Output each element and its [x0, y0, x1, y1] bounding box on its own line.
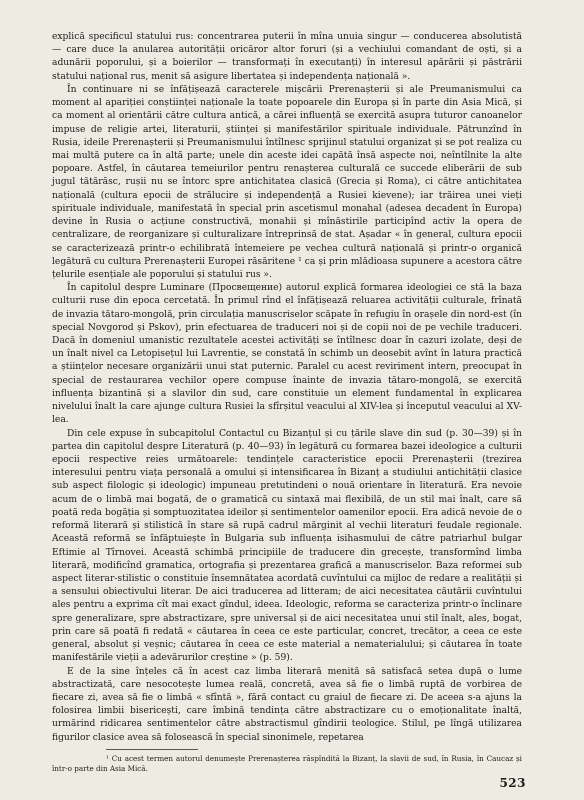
footnote: ¹ Cu acest termen autorul denumește Prerenașterea răspîndită la Bizanț, la slavii de sud, în Rusia, în Caucaz și într-o parte din Asia Mică.: [52, 754, 522, 773]
paragraph: E de la sine înțeles că în acest caz limba literară menită să satisfacă setea după o lume abstractizată, care nesocotește lumea reală, concretă, avea să fie o limbă ruptă de vorbirea de fiecare zi, avea să fie o limbă « sfîntă », fără contact cu graiul de fiecare zi. De aceea s-a ajuns la folosirea limbii bisericești, care îmbină tendința către abstractizare cu o emoționalitate înaltă, urmărind ridicarea sentimentelor către abstractismul gîndirii teologice. Stilul, pe lîngă utilizarea figurilor clasice avea să folosească în special sinonimele, repetarea: [52, 666, 522, 743]
page-number: 523: [499, 776, 526, 790]
paragraph: În continuare ni se înfățișează caracterele mișcării Prerenașterii și ale Preumanismului ca moment al apariției conștiinței naționale la toate popoarele din Europa și în parte din Asia Mică, și ca moment al orientării către cultura antică, a cărei influență se exercită asupra tuturor canoanelor impuse de religie artei, literaturii, științei și manifestărilor spirituale individuale. Pătrunzînd în Rusia, ideile Prerenașterii și Preumanismului întîlnesc sprijinul statului organizat și se pot realiza cu mai multă putere ca în altă parte; unele din aceste idei capătă însă aspecte noi, neîntîlnite la alte popoare. Astfel, în căutarea temeiurilor pentru renașterea culturală ce succede eliberării de sub jugul tătărăsc, rușii nu se întorc spre antichitatea clasică (Grecia și Roma), ci către antichitatea națională (cultura epocii de strălucire și independență a Rusiei kievene); iar trăirea unei vieți spirituale individuale, manifestată în special prin ascetismul monahal (adeseа decadent în Europa) devine în Rusia o acțiune constructivă, monahii și mînăstirile participînd activ la opera de centralizare, de reorganizare și culturalizare întreprinsă de stat. Așadar « în general, cultura epocii se caracterizează printr-o echilibrată întemeiere pe vechea cultură națională și printr-o organică legătură cu cultura Prerenașterii Europei răsăritene ¹ ca și prin mlădioasa supunere a acestora către țelurile esențiale ale poporului și statului rus ».: [52, 84, 522, 280]
footnote-divider: [106, 749, 198, 750]
paragraph: Din cele expuse în subcapitolul Contactul cu Bizanțul și cu țările slave din sud (p. 30—39) și în partea din capitolul despre Literatură (p. 40—93) în legătură cu formarea bazei ideologice a culturii epocii respective reies următoarele: tendințele caracteristice epocii Prerenașterii (trezirea interesului pentru viața personală a omului și intensificarea în Bizanț a studiului antichității clasice sub aspect filologic și ideologic) impuneau pretutindeni o nouă orientare în literatură. Era nevoie acum de o limbă mai bogată, de o gramatică cu sintaxă mai flexibilă, de un stil mai înalt, care să poată reda bogăția și somptuozitatea ideilor și sentimentelor oamenilor epocii. Era adică nevoie de o reformă literară și stilistică în stare să rupă cadrul mărginit al vechii literaturi feudale regionale. Această reformă se înfăptuiește în Bulgaria sub influența isihasmului de către patriarhul bulgar Eftimie al Tîrnovei. Această schimbă principiile de traducere din grecește, transformînd limba literară, modificînd gramatica, ortografia și prezentarea grafică a manuscriselor. Baza reformei sub aspect literar-stilistic o constituie însemnătatea acordată cuvîntului ca mijloc de redare a realității și a sensului obiectivului literar. De aici traducerea ad litteram; de aici necesitatea căutării cuvîntului ales pentru a exprima cît mai exact gîndul, ideea. Ideologic, reforma se caracteriza printr-o înclinare spre generalizare, spre abstractizare, spre universal și de aici necesitatea unui stil înalt, ales, bogat, prin care să poată fi redată « căutarea în ceea ce este particular, concret, trecător, a ceea ce este general, absolut și veșnic; căutarea în ceea ce este material a nematerialului; și căutarea în toate manifestările vieții a adevărurilor creștine » (p. 59).: [52, 428, 522, 664]
main-text: [52, 31, 522, 745]
paragraph: explică specificul statului rus: concentrarea puterii în mîna unuia singur — conducerea absolutistă — care duce la anularea autorității oricăror altor foruri (și a vechiului comandant de oști, și a adunării poporului, și a boierilor — transformați în executanți) în interesul apărării și păstrării statului național rus, menit să asigure libertatea și independența națională ».: [52, 32, 522, 82]
paragraph: În capitolul despre Luminare (Просвещение) autorul explică formarea ideologiei ce stă la baza culturii ruse din epoca cercetată. În primul rînd el înfățișează reluarea activității culturale, frînată de invazia tătaro-mongolă, prin circulația manuscriselor scăpate în refugiu în orașele din nord-est (în special Novgorod și Pskov), prin efectuarea de traduceri noi și de copii noi de pe vechile traduceri. Dacă în domeniul umanistic rezultatele acestei activități se întîlnesc doar în cazuri izolate, deși de un înalt nivel ca Letopisețul lui Lavrentie, se constată în schimb un deosebit avînt în latura practică a științelor necesare organizării unui stat puternic. Paralel cu acest reviriment intern, preocupat în special de restaurarea vechilor opere compuse înainte de invazia tătaro-mongolă, se exercită influența bizantină și a slavilor din sud, care constituie un element fundamental în explicarea nivelului înalt la care ajunge cultura Rusiei la sfîrșitul veacului al XIV-lea și începutul veacului al XV-lea.: [52, 283, 522, 426]
